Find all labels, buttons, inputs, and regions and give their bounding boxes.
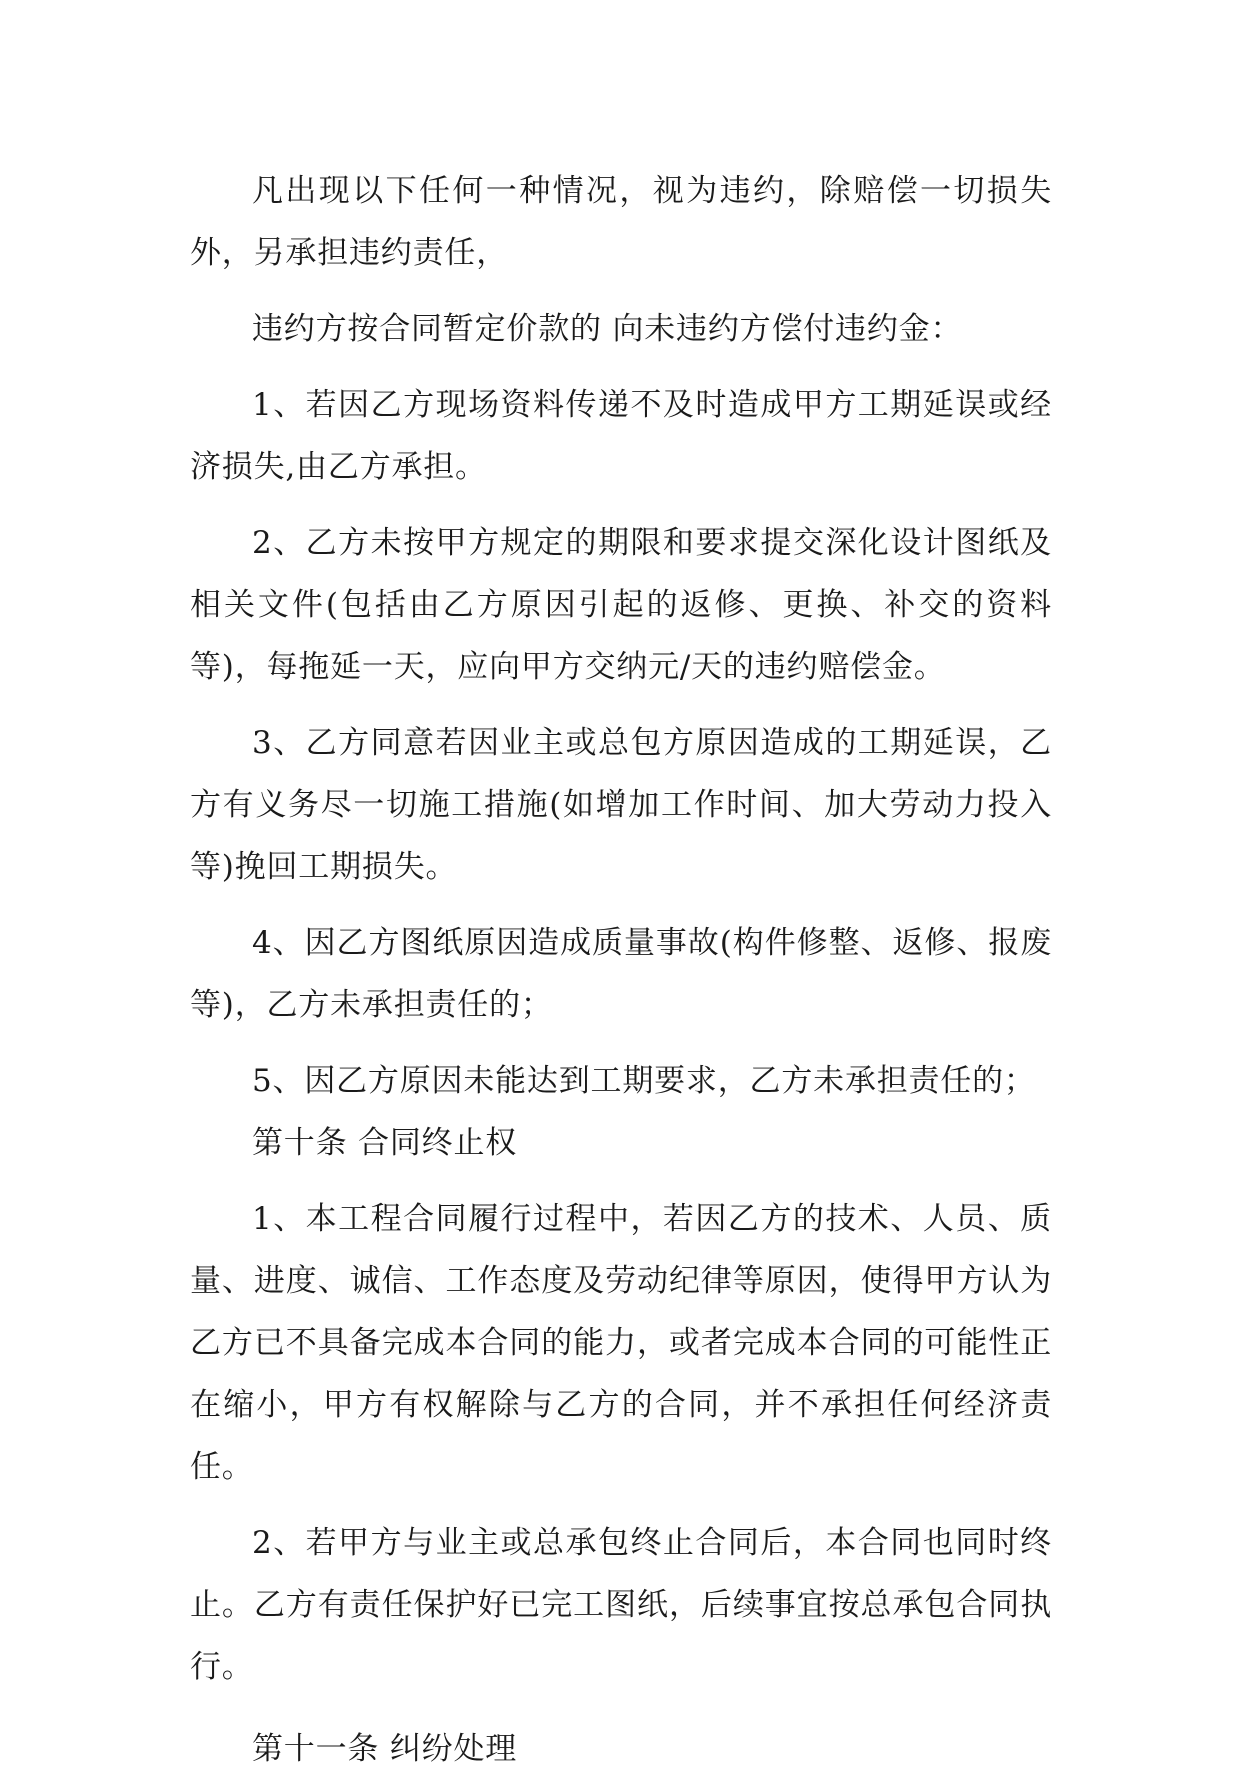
paragraph-item-1: 1、若因乙方现场资料传递不及时造成甲方工期延误或经济损失,由乙方承担。 [190,387,1052,485]
paragraph-penalty-rate: 违约方按合同暂定价款的 向未违约方偿付违约金： [252,311,963,347]
paragraph-termination-2: 2、若甲方与业主或总承包终止合同后，本合同也同时终止。乙方有责任保护好已完工图纸，后续事宜按总承包合同执行。 [190,1525,1052,1685]
paragraph-item-4: 4、因乙方图纸原因造成质量事故(构件修整、返修、报废等)，乙方未承担责任的； [190,925,1052,1023]
paragraph-breach-intro: 凡出现以下任何一种情况，视为违约，除赔偿一切损失外，另承担违约责任， [190,173,1052,271]
paragraph-item-5: 5、因乙方原因未能达到工期要求，乙方未承担责任的； [252,1063,1036,1099]
paragraph-termination-1: 1、本工程合同履行过程中，若因乙方的技术、人员、质量、进度、诚信、工作态度及劳动纪律等原因，使得甲方认为乙方已不具备完成本合同的能力，或者完成本合同的可能性正在缩小，甲方有权解除与乙方的合同，并不承担任何经济责任。 [190,1201,1052,1485]
paragraph-item-2: 2、乙方未按甲方规定的期限和要求提交深化设计图纸及相关文件(包括由乙方原因引起的返修、更换、补交的资料等)，每拖延一天，应向甲方交纳元/天的违约赔偿金。 [190,525,1052,685]
section-heading-article-11: 第十一条 纠纷处理 [252,1731,518,1767]
document-page [190,160,1052,1780]
paragraph-item-3: 3、乙方同意若因业主或总包方原因造成的工期延误，乙方有义务尽一切施工措施(如增加工作时间、加大劳动力投入等)挽回工期损失。 [190,725,1052,885]
section-heading-article-10: 第十条 合同终止权 [252,1125,518,1161]
